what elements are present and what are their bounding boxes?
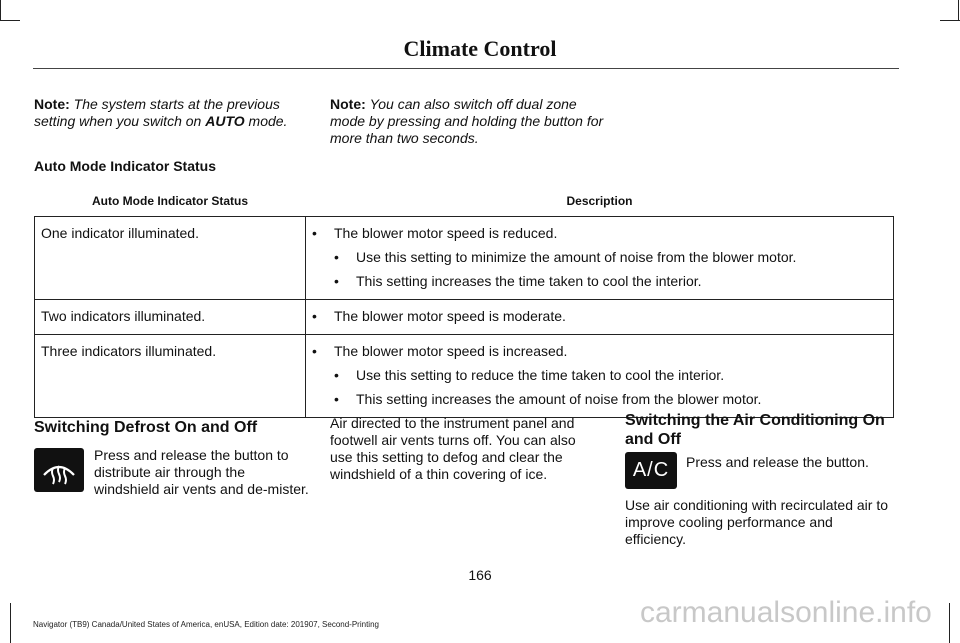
bullet-text: The blower motor speed is reduced. [334, 225, 558, 241]
note-text: You can also switch off dual zone mode by pressing and holding the button for more than two seconds. [330, 96, 604, 146]
sub-bullet-text: This setting increases the time taken to cool the interior. [356, 273, 702, 289]
windshield-defrost-icon [34, 448, 84, 492]
note-text-end: mode. [244, 113, 288, 129]
crop-mark [0, 20, 20, 21]
ac-icon [625, 452, 677, 489]
bullet: • [312, 343, 317, 359]
sub-bullet-text: Use this setting to reduce the time taken to cool the interior. [356, 367, 725, 383]
bullet: • [334, 391, 339, 407]
table-cell-description [306, 217, 894, 300]
table-row [35, 217, 894, 300]
table-row [35, 300, 894, 335]
watermark: carmanualsonline.info [640, 596, 932, 629]
sub-bullet-text: Use this setting to minimize the amount of noise from the blower motor. [356, 249, 797, 265]
note-text: The system starts at the previous setting when you switch on [34, 96, 280, 129]
table-header-status: Auto Mode Indicator Status [35, 188, 306, 217]
crop-mark [949, 603, 950, 643]
note-left [34, 96, 296, 130]
page-title: Climate Control [403, 36, 557, 61]
page-number: 166 [468, 567, 492, 583]
bullet: • [334, 249, 339, 265]
table-row [35, 335, 894, 418]
note-label: Note: [330, 96, 366, 112]
crop-mark [940, 20, 960, 21]
table-cell-description [306, 300, 894, 335]
note-emphasis: AUTO [205, 113, 245, 129]
crop-mark [0, 0, 1, 20]
crop-mark [958, 0, 959, 20]
ac-heading: Switching the Air Conditioning On and Off [625, 412, 885, 448]
ac-section [625, 411, 897, 449]
middle-paragraph: Air directed to the instrument panel and footwell air vents turns off. You can also use this setting to defog and clear the windshield of a thin covering of ice. [330, 415, 576, 482]
table-header-description: Description [306, 188, 894, 217]
crop-mark [10, 603, 11, 643]
defrost-heading: Switching Defrost On and Off [34, 419, 258, 436]
table-cell-status: One indicator illuminated. [35, 217, 306, 300]
sub-bullet-text: This setting increases the amount of noise from the blower motor. [356, 391, 762, 407]
table-cell-status: Two indicators illuminated. [35, 300, 306, 335]
defrost-text: Press and release the button to distribute air through the windshield air vents and de-mister. [94, 447, 309, 497]
bullet-text: The blower motor speed is moderate. [334, 308, 566, 324]
header-rule [33, 68, 899, 69]
bullet: • [334, 367, 339, 383]
indicator-table [34, 188, 894, 418]
bullet: • [312, 308, 317, 324]
defrost-section [34, 418, 309, 437]
note-label: Note: [34, 96, 70, 112]
table-cell-description [306, 335, 894, 418]
bullet: • [312, 225, 317, 241]
ac-icon-label: A/C [632, 459, 670, 481]
table-cell-status: Three indicators illuminated. [35, 335, 306, 418]
section-heading: Auto Mode Indicator Status [34, 158, 216, 174]
bullet-text: The blower motor speed is increased. [334, 343, 568, 359]
footer-text: Navigator (TB9) Canada/United States of America, enUSA, Edition date: 201907, Second-Printing [33, 620, 379, 629]
ac-paragraph: Use air conditioning with recirculated air to improve cooling performance and efficiency. [625, 497, 889, 547]
note-right [330, 96, 605, 147]
bullet: • [334, 273, 339, 289]
ac-text: Press and release the button. [686, 454, 869, 470]
